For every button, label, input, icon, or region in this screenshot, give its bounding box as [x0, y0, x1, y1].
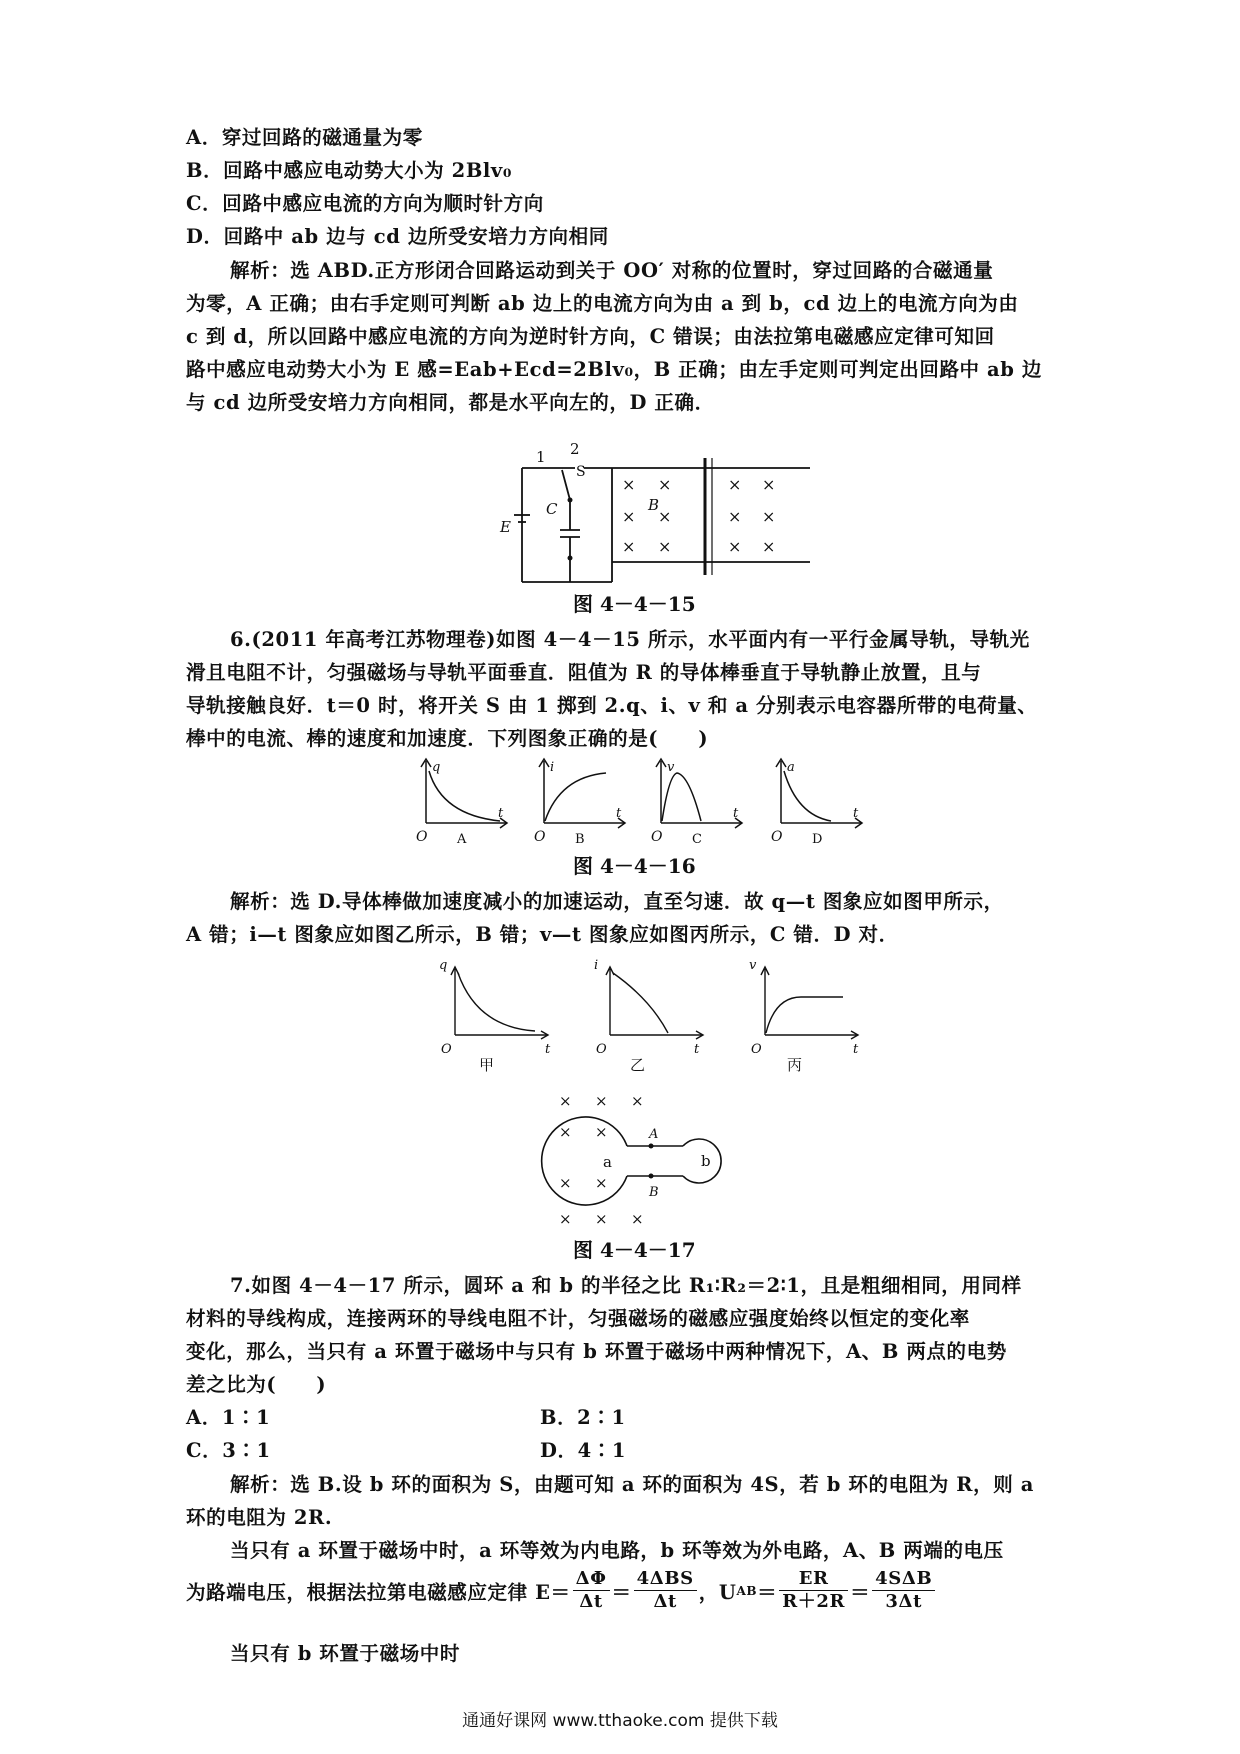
- svg-text:q: q: [439, 958, 448, 973]
- fraction: $\frac{ER}{R+2R}$: [779, 1568, 848, 1613]
- q7-option-d: D．4∶1: [540, 1439, 627, 1462]
- q6-stem-line: 导轨接触良好．t＝0 时，将开关 S 由 1 掷到 2.q、i、v 和 a 分别表示电容器所带的电荷量、: [186, 694, 1038, 717]
- fraction: $\frac{\text{4ΔBS}}{\Delta t}$: [634, 1568, 697, 1613]
- point-b-label: B: [649, 1185, 659, 1200]
- q5-analysis-line: 与 cd 边所受安培力方向相同，都是水平向左的，D 正确．: [186, 391, 715, 414]
- q5-option-c: C．回路中感应电流的方向为顺时针方向: [186, 192, 544, 215]
- svg-text:×: ×: [658, 507, 672, 526]
- svg-text:×: ×: [559, 1092, 572, 1110]
- figure-caption: 图 4－4－16: [573, 854, 696, 878]
- svg-text:t: t: [853, 1042, 859, 1057]
- svg-text:q: q: [432, 760, 441, 775]
- field-crosses: [622, 475, 775, 556]
- q7-stem-line: 材料的导线构成，连接两环的导线电阻不计，匀强磁场的磁感应强度始终以恒定的变化率: [186, 1307, 970, 1330]
- figure-caption: 图 4－4－17: [573, 1238, 696, 1262]
- switch-label-s: S: [576, 464, 586, 480]
- svg-text:×: ×: [595, 1092, 608, 1110]
- field-crosses: [559, 1092, 644, 1228]
- q5-analysis-line: 解析：选 ABD.正方形闭合回路运动到关于 OO′ 对称的位置时，穿过回路的合磁通量: [230, 259, 994, 282]
- fraction: $\frac{\Delta\Phi}{\Delta t}$: [573, 1568, 610, 1613]
- svg-text:O: O: [416, 829, 428, 845]
- svg-text:v: v: [749, 958, 757, 973]
- svg-text:i: i: [550, 760, 555, 775]
- graph-option-b: [528, 755, 628, 847]
- q5-analysis-line: 为零，A 正确；由右手定则可判断 ab 边上的电流方向为由 a 到 b，cd 边上的电流方向为由: [186, 292, 1019, 315]
- svg-text:t: t: [694, 1042, 700, 1057]
- graph-option-c: [645, 755, 745, 847]
- svg-text:O: O: [596, 1042, 607, 1057]
- q7-paragraph: 当只有 a 环置于磁场中时，a 环等效为内电路，b 环等效为外电路，A、B 两端的电压: [230, 1539, 1004, 1562]
- svg-text:A: A: [457, 832, 467, 847]
- q7-option-a: A．1∶1: [186, 1406, 271, 1429]
- svg-text:t: t: [733, 806, 739, 821]
- svg-text:×: ×: [728, 537, 742, 556]
- svg-text:×: ×: [728, 475, 742, 494]
- svg-text:D: D: [812, 832, 823, 847]
- svg-text:t: t: [545, 1042, 551, 1057]
- svg-text:×: ×: [595, 1210, 608, 1228]
- answer-graph-yi: [580, 955, 720, 1075]
- svg-text:×: ×: [762, 507, 776, 526]
- q6-stem-line: 滑且电阻不计，匀强磁场与导轨平面垂直．阻值为 R 的导体棒垂直于导轨静止放置，且与: [186, 661, 982, 684]
- svg-text:O: O: [441, 1042, 452, 1057]
- figure-caption: 图 4－4－15: [573, 592, 696, 616]
- svg-text:t: t: [498, 806, 504, 821]
- rings-figure: [545, 1092, 745, 1232]
- svg-text:乙: 乙: [630, 1056, 646, 1074]
- fraction: $\frac{\text{4SΔB}}{3\Delta t}$: [872, 1568, 935, 1613]
- q6-stem-line: 棒中的电流、棒的速度和加速度．下列图象正确的是( ): [186, 727, 709, 750]
- svg-text:O: O: [534, 829, 546, 845]
- capacitor-label: C: [546, 500, 558, 518]
- q5-analysis-line: c 到 d，所以回路中感应电流的方向为逆时针方向，C 错误；由法拉第电磁感应定律可知回: [186, 325, 995, 348]
- svg-text:×: ×: [622, 475, 636, 494]
- svg-text:O: O: [751, 1042, 762, 1057]
- formula-line: 为路端电压，根据法拉第电磁感应定律 E＝ $\frac{\Delta\Phi}{\Delta t}$ ＝ $\frac{\text{4ΔBS}}{\Delta t}$ ，U AB ＝ $\frac{ER}{R+2R}$ ＝ $\frac{\text{4SΔB}}{3\Delta t}$: [186, 1568, 937, 1613]
- svg-text:×: ×: [728, 507, 742, 526]
- q6-analysis-line: A 错；i—t 图象应如图乙所示，B 错；v—t 图象应如图丙所示，C 错．D 对．: [186, 923, 899, 946]
- q7-paragraph: 当只有 b 环置于磁场中时: [230, 1642, 461, 1665]
- q5-option-b: B．回路中感应电动势大小为 2Blv₀: [186, 159, 512, 182]
- graph-option-d: [765, 755, 865, 847]
- svg-text:×: ×: [631, 1092, 644, 1110]
- q7-analysis-line: 解析：选 B.设 b 环的面积为 S，由题可知 a 环的面积为 4S，若 b 环的电阻为 R，则 a: [230, 1473, 1034, 1496]
- field-label: B: [648, 496, 660, 514]
- svg-text:t: t: [616, 806, 622, 821]
- svg-text:×: ×: [622, 537, 636, 556]
- answer-graph-jia: [425, 955, 565, 1075]
- svg-text:×: ×: [559, 1210, 572, 1228]
- switch-label-1: 1: [536, 448, 546, 466]
- svg-text:×: ×: [658, 475, 672, 494]
- svg-text:×: ×: [559, 1174, 572, 1192]
- svg-text:v: v: [667, 760, 675, 775]
- ring-b-label: b: [701, 1152, 711, 1170]
- graph-option-a: [410, 755, 510, 847]
- page-footer: 通通好课网 www.tthaoke.com 提供下载: [462, 1711, 778, 1731]
- switch-label-2: 2: [570, 440, 580, 458]
- svg-text:×: ×: [595, 1174, 608, 1192]
- point-a-label: A: [649, 1127, 659, 1142]
- q7-option-b: B．2∶1: [540, 1406, 626, 1429]
- q6-stem-line: 6.(2011 年高考江苏物理卷)如图 4－4－15 所示，水平面内有一平行金属导轨，导轨光: [230, 628, 1030, 651]
- svg-text:a: a: [787, 760, 795, 775]
- svg-text:O: O: [771, 829, 783, 845]
- svg-text:甲: 甲: [479, 1056, 495, 1074]
- q7-stem-line: 7.如图 4－4－17 所示，圆环 a 和 b 的半径之比 R₁∶R₂＝2∶1，且是粗细相同，用同样: [230, 1274, 1022, 1297]
- q5-option-d: D．回路中 ab 边与 cd 边所受安培力方向相同: [186, 225, 609, 248]
- svg-text:t: t: [853, 806, 859, 821]
- svg-text:×: ×: [658, 537, 672, 556]
- ring-a-label: a: [603, 1153, 612, 1171]
- svg-text:×: ×: [595, 1123, 608, 1141]
- battery-label: E: [500, 518, 511, 536]
- circuit-figure: [500, 440, 820, 585]
- svg-text:丙: 丙: [787, 1056, 803, 1074]
- svg-text:×: ×: [762, 537, 776, 556]
- svg-text:×: ×: [622, 507, 636, 526]
- svg-text:×: ×: [559, 1123, 572, 1141]
- svg-text:×: ×: [762, 475, 776, 494]
- answer-graph-bing: [735, 955, 875, 1075]
- q7-analysis-line: 环的电阻为 2R.: [186, 1506, 333, 1529]
- svg-text:×: ×: [631, 1210, 644, 1228]
- svg-text:i: i: [594, 958, 599, 973]
- q5-option-a: A．穿过回路的磁通量为零: [186, 126, 423, 149]
- q7-stem-line: 变化，那么，当只有 a 环置于磁场中与只有 b 环置于磁场中两种情况下，A、B 两点的电势: [186, 1340, 1007, 1363]
- q7-option-c: C．3∶1: [186, 1439, 271, 1462]
- svg-text:O: O: [651, 829, 663, 845]
- svg-text:C: C: [692, 832, 702, 847]
- q6-analysis-line: 解析：选 D.导体棒做加速度减小的加速运动，直至匀速．故 q—t 图象应如图甲所示，: [230, 890, 1004, 913]
- svg-text:B: B: [575, 832, 585, 847]
- q7-stem-line: 差之比为( ): [186, 1373, 327, 1396]
- q5-analysis-line: 路中感应电动势大小为 E 感=Eab+Ecd=2Blv₀，B 正确；由左手定则可判定出回路中 ab 边: [186, 358, 1043, 381]
